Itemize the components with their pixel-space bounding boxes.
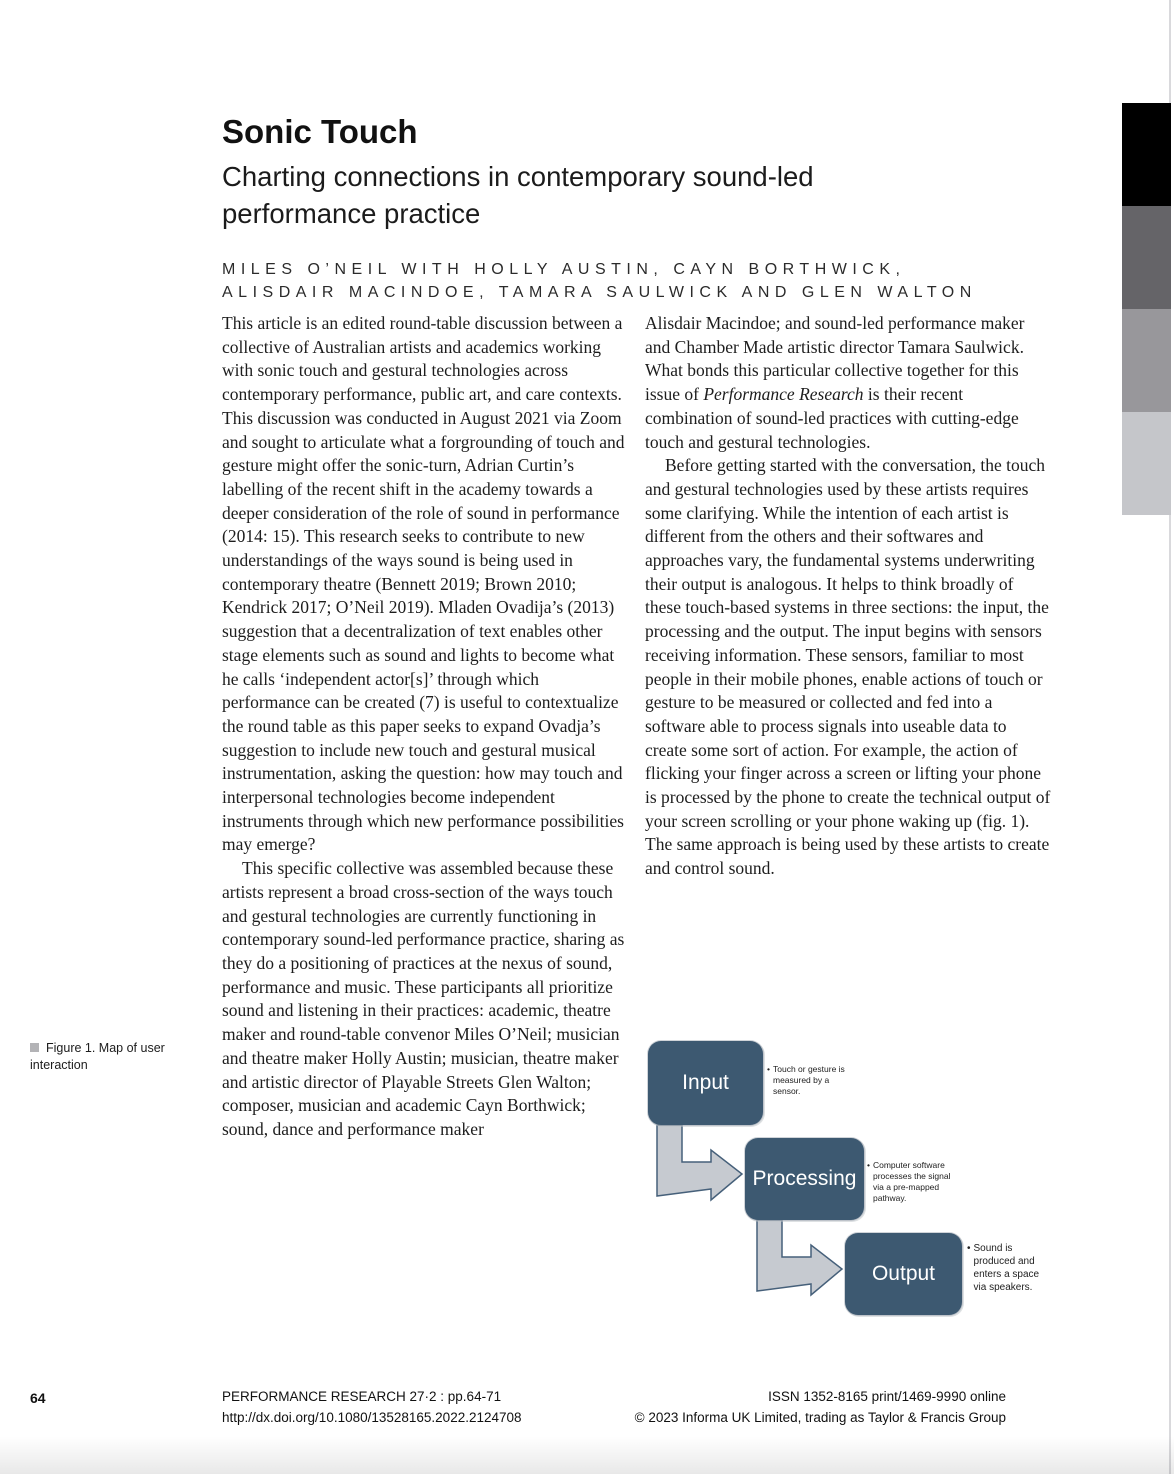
body-column-left — [222, 312, 630, 1142]
body-paragraph: Alisdair Macindoe; and sound-led performance maker and Chamber Made artistic director Tamara Saulwick. What bonds this particular collective together for this issue of Performance Research is their recent combination of sound-led practices with cutting-edge touch and gestural technologies. — [645, 313, 1025, 452]
copyright-text: © 2023 Informa UK Limited, trading as Taylor & Francis Group — [634, 1409, 1006, 1425]
arrow-processing-to-output — [757, 1220, 842, 1295]
flow-node-processing — [745, 1138, 864, 1220]
bullet-icon: • — [967, 1243, 971, 1254]
body-column-right — [645, 312, 1051, 881]
flow-node-input-label: Input — [682, 1071, 729, 1094]
figure-flowchart — [645, 1038, 1065, 1330]
issn-text: ISSN 1352-8165 print/1469-9990 online — [768, 1389, 1006, 1404]
page-subtitle: Charting connections in contemporary sound-led performance practice — [222, 161, 814, 229]
body-paragraph: This article is an edited round-table discussion between a collective of Australian artists and academics working with sonic touch and gestural technologies across contemporary performance, public art, and care contexts. This discussion was conducted in August 2021 via Zoom and sought to articulate what a forgrounding of touch and gesture might offer the sonic-turn, Adrian Curtin’s labelling of the recent shift in the academy towards a deeper consideration of the role of sound in performance (2014: 15). This research seeks to contribute to new understandings of the ways sound is being used in contemporary theatre (Bennett 2019; Brown 2010; Kendrick 2017; O’Neil 2019). Mladen Ovadija’s (2013) suggestion that a decentralization of text enables other stage elements such as sound and lights to become what he calls ‘independent actor[s]’ through which performance can be created (7) is useful to contextualize the round table as this paper seeks to expand Ovadja’s suggestion to include new touch and gestural musical instrumentation, asking the question: how may touch and interpersonal technologies become independent instruments through which new performance possibilities may emerge? — [222, 313, 625, 855]
flow-node-output — [845, 1233, 962, 1315]
flow-node-output-label: Output — [871, 1262, 936, 1285]
flow-note-processing-text: Computer software processes the signal via a pre-mapped pathway. — [872, 1160, 951, 1203]
page-number: 64 — [30, 1390, 46, 1406]
figure-caption-text: Figure 1. Map of user interaction — [30, 1041, 165, 1072]
footer-center — [222, 1387, 522, 1428]
arrow-input-to-processing — [657, 1125, 742, 1200]
authors-line-2: ALISDAIR MACINDOE, TAMARA SAULWICK AND GLEN WALTON — [222, 284, 977, 301]
flow-note-processing — [867, 1160, 953, 1204]
flow-node-processing-label: Processing — [752, 1167, 857, 1190]
authors-line-1: MILES O’NEIL WITH HOLLY AUSTIN, CAYN BORTHWICK, — [222, 261, 906, 278]
grayscale-bar — [1122, 309, 1171, 412]
body-paragraph: Before getting started with the conversation, the touch and gestural technologies used by these artists requires some clarifying. While the intention of each artist is different from the others and their softwares and approaches vary, the fundamental systems underwriting their output is analogous. It helps to think broadly of these touch-based systems in three sections: the input, the processing and the output. The input begins with sensors receiving information. These sensors, familiar to most people in their mobile phones, enable actions of touch or gesture to be measured or collected and fed into a software able to process signals into useable data to create some sort of action. For example, the action of flicking your finger across a screen or lifting your phone is processed by the phone to create the technical output of your screen scrolling or your phone waking up (fig. 1). The same approach is being used by these artists to create and control sound. — [645, 455, 1051, 879]
body-paragraph: This specific collective was assembled because these artists represent a broad cross-section of the ways touch and gestural technologies are currently functioning in contemporary sound-led performance practice, sharing as they do a positioning of practices at the nexus of sound, performance and music. These participants all prioritize sound and listening in their practices: academic, theatre maker and round-table convenor Miles O’Neil; musician and theatre maker Holly Austin; musician, theatre maker and artistic director of Playable Streets Glen Walton; composer, musician and academic Cayn Borthwick; sound, dance and performance maker — [222, 858, 625, 1139]
journal-citation: PERFORMANCE RESEARCH 27·2 : pp.64-71 — [222, 1389, 502, 1404]
flow-node-input — [648, 1041, 763, 1125]
doi-text: http://dx.doi.org/10.1080/13528165.2022.2124708 — [222, 1409, 522, 1425]
header — [222, 112, 962, 232]
page-title: Sonic Touch — [222, 113, 418, 150]
flow-note-input-text: Touch or gesture is measured by a sensor. — [772, 1064, 845, 1096]
flow-note-output-text: Sound is produced and enters a space via speakers. — [973, 1243, 1040, 1293]
grayscale-bar — [1122, 206, 1171, 309]
bullet-icon: • — [867, 1160, 870, 1170]
figure-caption — [30, 1040, 182, 1074]
page-bottom-shadow — [0, 1436, 1174, 1474]
grayscale-calibration-bars — [1122, 103, 1171, 515]
footer-right — [635, 1387, 1006, 1428]
authors-line — [222, 258, 1062, 304]
grayscale-bar — [1122, 412, 1171, 515]
bullet-icon: • — [767, 1064, 770, 1074]
flow-note-output — [967, 1242, 1041, 1294]
flow-note-input — [767, 1064, 851, 1097]
grayscale-bar — [1122, 103, 1171, 206]
caption-square-icon — [30, 1043, 39, 1052]
